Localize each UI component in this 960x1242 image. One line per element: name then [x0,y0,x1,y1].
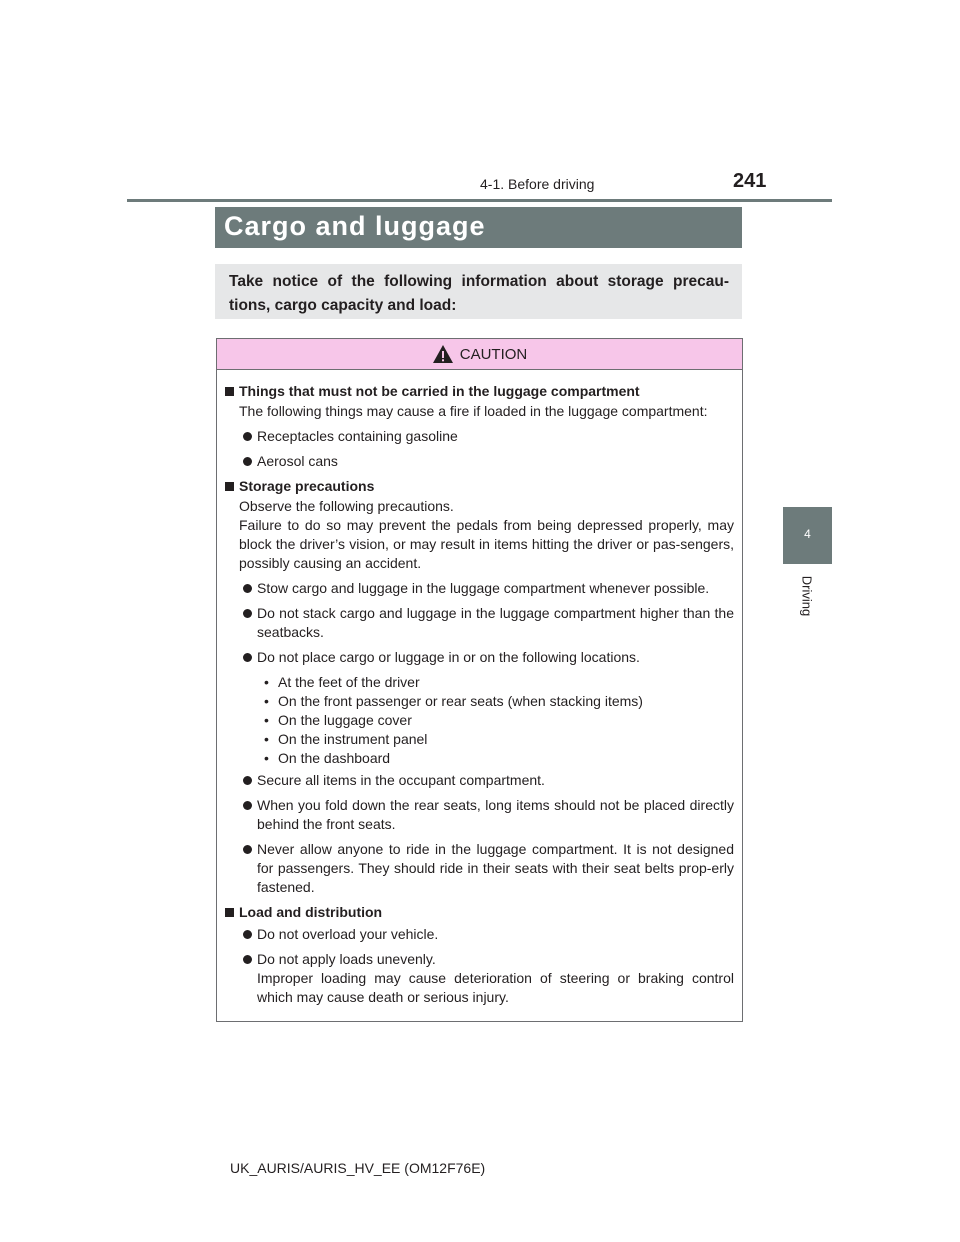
caution-body [217,370,742,1007]
intro-box [215,264,742,319]
chapter-number: 4 [804,527,811,541]
bullet-item: Secure all items in the occupant compartment. [225,771,734,790]
footer-model-code: UK_AURIS/AURIS_HV_EE (OM12F76E) [230,1160,486,1176]
caution-box [216,338,743,1022]
bullet-item: Do not place cargo or luggage in or on the following locations. [225,648,734,667]
bullet-item [225,950,734,1007]
page-title: Cargo and luggage [215,207,742,248]
bullet-item: When you fold down the rear seats, long items should not be placed directly behind the front seats. [225,796,734,834]
list-item: • On the front passenger or rear seats (when stacking items) [264,692,734,711]
chapter-label: Driving [799,575,815,617]
list-item: • On the dashboard [264,749,734,768]
list-item: • On the luggage cover [264,711,734,730]
section-heading-storage: Storage precautions [225,477,734,496]
caution-header [217,339,742,370]
bullet-line: Do not apply loads unevenly. [257,951,436,967]
caution-label: CAUTION [459,345,528,363]
bullet-item: Never allow anyone to ride in the luggage compartment. It is not designed for passengers. They should ride in their seats with their seat belts prop-erly fastened. [225,840,734,897]
location-list [264,673,734,768]
bullet-line: Improper loading may cause deterioration of steering or braking control which may cause death or serious injury. [257,970,734,1005]
intro-text: Take notice of the following information about storage precau-tions, cargo capacity and load: [229,273,729,314]
paragraph: Observe the following precautions. [239,498,454,514]
paragraph: The following things may cause a fire if loaded in the luggage compartment: [239,403,708,419]
warning-triangle-icon [432,344,454,364]
bullet-item: Do not overload your vehicle. [225,925,734,944]
header-rule [127,199,832,202]
page-number: 241 [733,170,767,192]
bullet-item: Receptacles containing gasoline [225,427,734,446]
bullet-item: Do not stack cargo and luggage in the luggage compartment higher than the seatbacks. [225,604,734,642]
section-heading-load: Load and distribution [225,903,734,922]
paragraph: Failure to do so may prevent the pedals from being depressed properly, may block the driver’s vision, or may result in items hitting the driver or pas-sengers, possibly causing an accident. [239,517,734,571]
list-item: • On the instrument panel [264,730,734,749]
section-heading-prohibited-items: Things that must not be carried in the luggage compartment [225,382,734,401]
list-item: • At the feet of the driver [264,673,734,692]
section-header: 4-1. Before driving [480,176,595,192]
bullet-item: Stow cargo and luggage in the luggage compartment whenever possible. [225,579,734,598]
bullet-item: Aerosol cans [225,452,734,471]
